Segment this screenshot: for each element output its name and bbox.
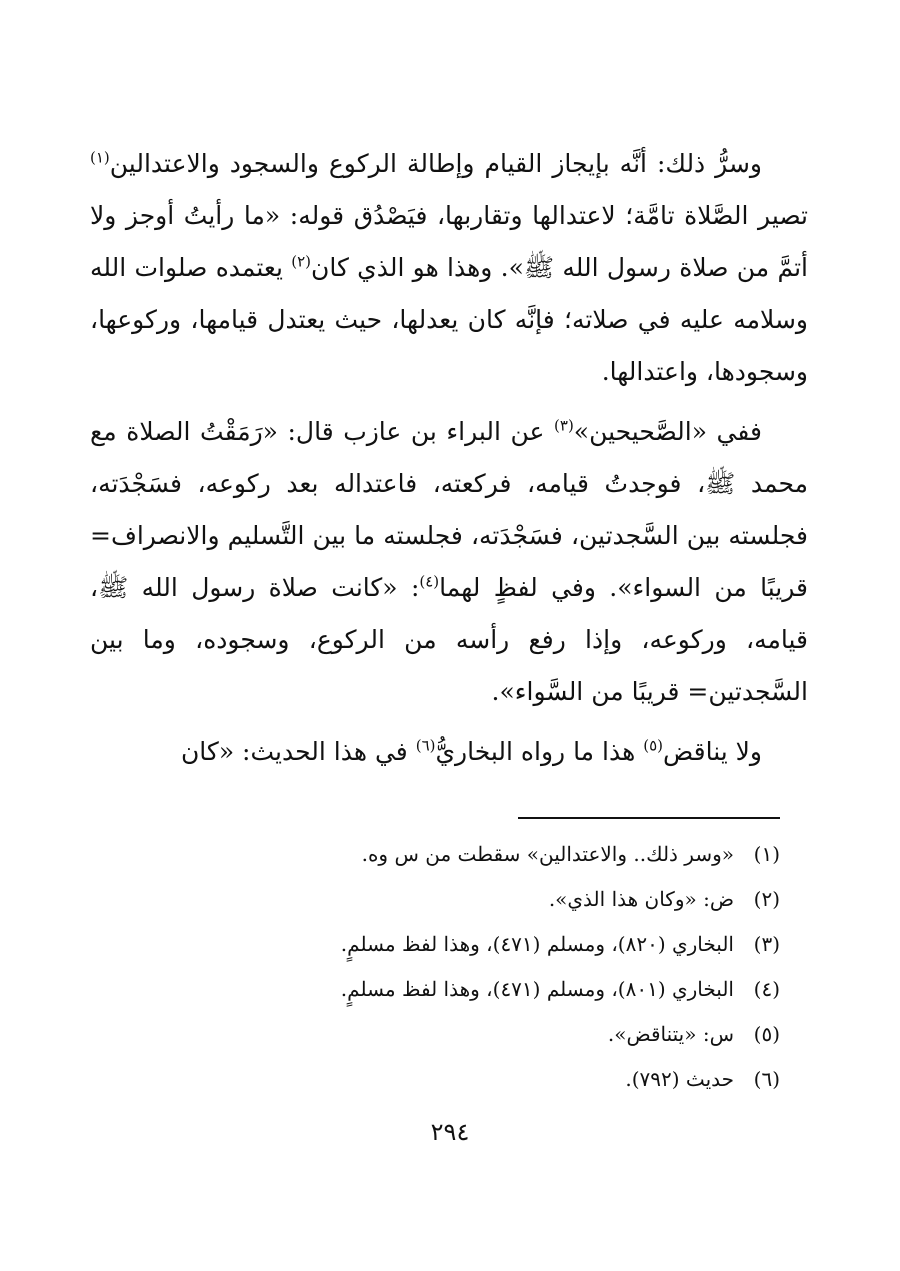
- footnote-text: ض: «وكان هذا الذي».: [548, 887, 734, 911]
- footnote-text: «وسر ذلك.. والاعتدالين» سقطت من س وه.: [361, 842, 734, 866]
- paragraph-2: [90, 406, 808, 718]
- footnote-ref-4: (٤): [419, 572, 440, 591]
- paragraph-1-text: تصير الصَّلاة تامَّة؛ لاعتدالها وتقاربها، فيَصْدُق قوله: «ما رأيتُ أوجز ولا أتمَّ من صلاة رسول الله ﷺ». وهذا هو الذي كان: [90, 201, 808, 282]
- footnote-ref-6: (٦): [415, 736, 436, 755]
- paragraph-1-text: وسرُّ ذلك: أنَّه بإيجاز القيام وإطالة الركوع والسجود والاعتدالين: [109, 149, 762, 178]
- footnote-text: س: «يتناقض».: [607, 1022, 734, 1046]
- footnote-1: [180, 832, 780, 877]
- paragraph-2-text: عن البراء بن عازب قال: «رَمَقْتُ الصلاة مع محمد ﷺ، فوجدتُ قيامه، فركعته، فاعتداله بعد ركوعه، فسَجْدَته، فجلسته بين السَّجدتين، فسَجْدَته، فجلسته ما بين التَّسليم والانصراف= قريبًا من السواء». وفي لفظٍ لهما: [90, 417, 808, 602]
- footnote-number: (٣): [753, 932, 780, 956]
- footnote-ref-3: (٣): [554, 416, 574, 435]
- footnote-separator: [518, 817, 780, 819]
- paragraph-3: [90, 726, 808, 778]
- paragraph-3-text: في هذا الحديث: «كان: [180, 737, 416, 766]
- paragraph-3-text: هذا ما رواه البخاريُّ: [435, 737, 644, 766]
- footnote-ref-2: (٢): [291, 252, 311, 271]
- paragraph-2-text: : «كانت صلاة رسول الله ﷺ، قيامه، وركوعه، وإذا رفع رأسه من الركوع، وسجوده، وما بين السَّجدتين= قريبًا من السَّواء».: [90, 573, 808, 706]
- paragraph-1: [90, 138, 808, 398]
- paragraph-2-text: ففي «الصَّحيحين»: [573, 417, 762, 446]
- footnotes-list: [180, 832, 780, 1102]
- page-number: ٢٩٤: [430, 1118, 470, 1146]
- main-text: [90, 138, 808, 786]
- footnote-number: (٤): [753, 977, 780, 1001]
- paragraph-3-text: ولا يناقض: [663, 737, 762, 766]
- footnote-3: [180, 922, 780, 967]
- footnote-text: البخاري (٨٠١)، ومسلم (٤٧١)، وهذا لفظ مسلمٍ.: [340, 977, 734, 1001]
- footnote-number: (١): [753, 842, 780, 866]
- footnote-4: [180, 967, 780, 1012]
- footnote-number: (٦): [753, 1067, 780, 1091]
- footnote-5: [180, 1012, 780, 1057]
- footnote-number: (٥): [753, 1022, 780, 1046]
- footnote-ref-5: (٥): [643, 736, 664, 755]
- footnote-number: (٢): [753, 887, 780, 911]
- footnote-text: البخاري (٨٢٠)، ومسلم (٤٧١)، وهذا لفظ مسلمٍ.: [340, 932, 734, 956]
- footnote-2: [180, 877, 780, 922]
- footnote-text: حديث (٧٩٢).: [625, 1067, 734, 1091]
- paragraph-1-text: يعتمده صلوات الله وسلامه عليه في صلاته؛ فإنَّه كان يعدلها، حيث يعتدل قيامها، وركوعها، وسجودها، واعتدالها.: [90, 253, 808, 386]
- footnote-6: [180, 1057, 780, 1102]
- footnote-ref-1: (١): [90, 148, 110, 167]
